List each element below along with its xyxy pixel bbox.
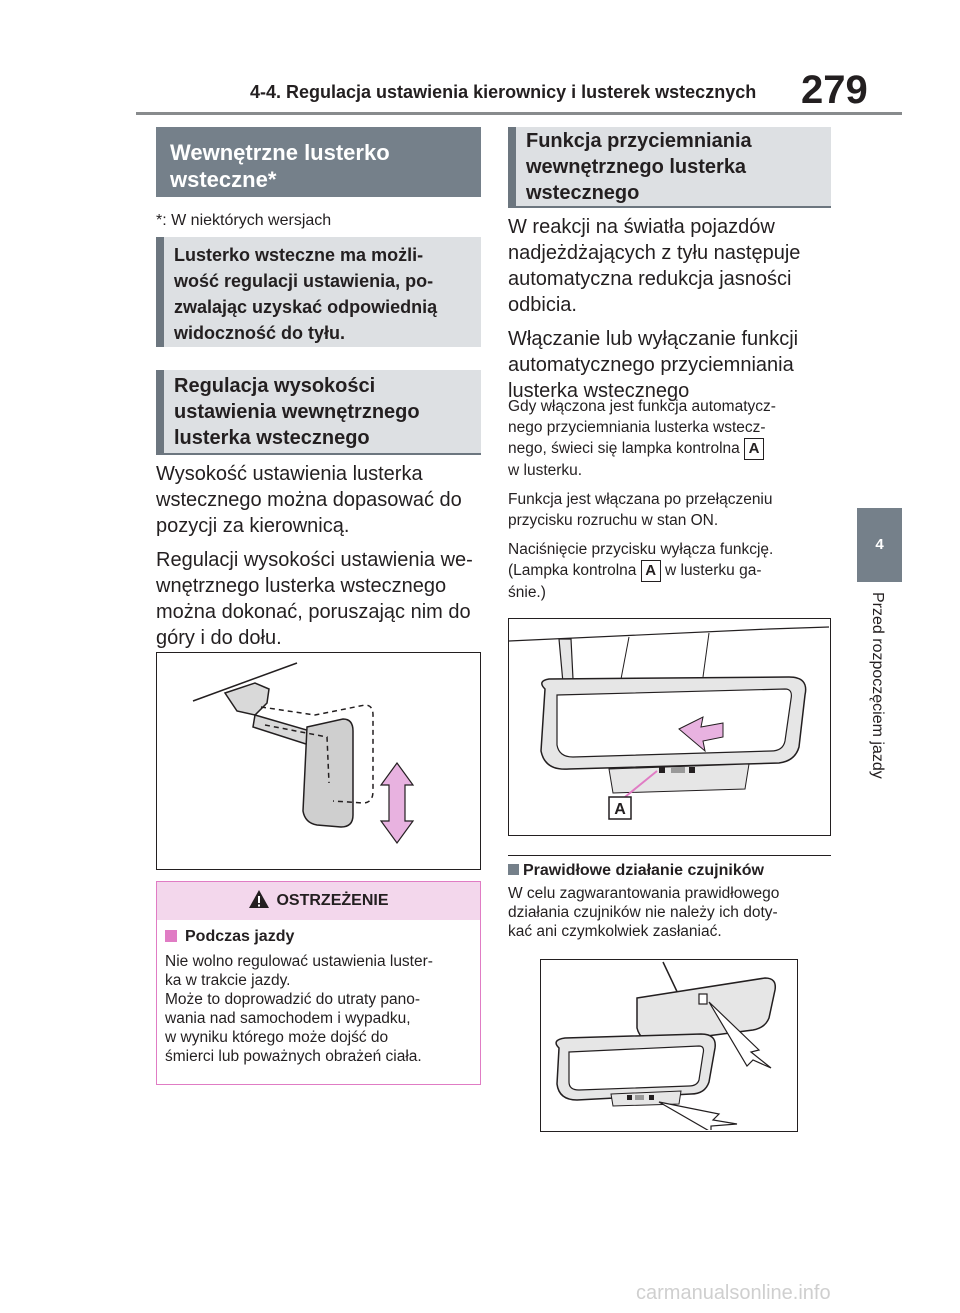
warning-subheading-text: Podczas jazdy [185,928,295,945]
summary-line: zwalając uzyskać odpowiednią [174,297,438,317]
warning-subheading [165,928,472,946]
text-line: pozycji za kierownicą. [156,515,350,537]
subheading-line: lusterka wstecznego [174,427,370,449]
subheading-line: Regulacja wysokości [174,375,376,397]
warning-header [157,882,480,920]
footnote: *: W niektórych wersjach [156,212,332,229]
dimming-mirror-drawing [509,619,829,834]
text-line: lusterka wstecznego [508,380,690,402]
sensor-locations-illustration [540,959,798,1132]
header-divider [136,112,902,115]
subheading-line: ustawienia wewnętrznego [174,401,420,423]
paragraph [508,326,838,404]
text-line: kać ani czymkolwiek zasłaniać. [508,923,722,940]
text-line [508,438,838,460]
note [508,539,838,603]
bullet-square-icon [165,930,177,942]
section-title-inner-mirror [156,127,481,197]
warning-body [157,920,480,1066]
section-title-line: wstecznego [526,182,640,204]
dimming-notes [508,396,838,611]
watermark: carmanualsonline.info [636,1282,831,1304]
dimming-mirror-illustration [508,618,831,836]
paragraph [156,461,486,539]
callout-a-label: A [614,801,626,818]
text-span: w lusterku ga- [660,562,762,580]
text-line: Naciśnięcie przycisku wyłącza funkcję. [508,541,774,558]
text-line: Wysokość ustawienia lusterka [156,463,423,485]
summary-line: widoczność do tyłu. [174,323,346,343]
mirror-height-drawing [157,653,479,868]
text-line: góry i do dołu. [156,627,282,649]
text-line: nadjeżdżających z tyłu następuje [508,242,801,264]
text-span: nego, świeci się lampka kontrolna [508,440,745,458]
sensor-text [508,884,838,941]
text-line [508,560,838,582]
text-line: W reakcji na światła pojazdów [508,216,775,238]
text-line: Włączanie lub wyłączanie funkcji [508,328,799,350]
text-line: ka w trakcie jazdy. [165,972,291,989]
warning-heading: OSTRZEŻENIE [276,892,389,909]
height-adjust-text [156,461,486,659]
section-title-line: wsteczne* [170,167,277,192]
text-line: śnie.) [508,584,546,601]
mirror-height-illustration [156,652,481,870]
summary-line: wość regulacji ustawienia, po- [174,271,434,291]
divider [508,855,831,856]
section-title-line: Wewnętrzne lusterko [170,140,390,165]
summary-box [156,237,481,347]
indicator-a-label: A [641,560,661,582]
running-header: 4-4. Regulacja ustawienia kierownicy i lusterek wstecznych [250,82,757,102]
text-line: automatyczna redukcja jasności [508,268,792,290]
paragraph [156,547,486,651]
text-line: odbicia. [508,294,577,316]
text-line: Regulacji wysokości ustawienia we- [156,549,473,571]
text-line: automatycznego przyciemniania [508,354,794,376]
paragraph [508,214,838,318]
text-line: przycisku rozruchu w stan ON. [508,512,719,529]
warning-box [156,881,481,1085]
text-line: wstecznego można dopasować do [156,489,462,511]
note [508,396,838,481]
text-line: W celu zagwarantowania prawidłowego [508,885,780,902]
section-title-line: wewnętrznego lusterka [526,156,747,178]
text-line: wnętrznego lusterka wstecznego [156,575,447,597]
text-line: można dokonać, poruszając nim do [156,601,471,623]
sensor-heading [508,862,764,880]
warning-triangle-icon [248,889,270,909]
text-line: Nie wolno regulować ustawienia luster- [165,953,433,970]
summary-line: Lusterko wsteczne ma możli- [174,245,424,265]
text-span: (Lampka kontrolna [508,562,641,580]
section-title-line: Funkcja przyciemniania [526,130,752,152]
text-line: śmierci lub poważnych obrażeń ciała. [165,1048,422,1065]
text-line: nego przyciemniania lusterka wstecz- [508,419,766,436]
sensor-locations-drawing [541,960,796,1130]
note [508,489,838,531]
dimming-text [508,214,838,412]
page-number: 279 [801,68,868,112]
text-line: działania czujników nie należy ich doty- [508,904,778,921]
text-line: w lusterku. [508,462,583,479]
warning-text [165,952,472,1066]
chapter-tab-label: Przed rozpoczęciem jazdy [869,592,886,779]
chapter-tab[interactable]: 4 [857,508,902,582]
text-line: Gdy włączona jest funkcja automatycz- [508,398,776,415]
section-title-dimming [508,127,831,208]
bullet-square-icon [508,864,519,875]
sensor-heading-text: Prawidłowe działanie czujników [523,862,764,879]
indicator-a-label: A [744,438,764,460]
subheading-height-adjust [156,370,481,455]
text-line: Funkcja jest włączana po przełączeniu [508,491,773,508]
text-line: wania nad samochodem i wypadku, [165,1010,411,1027]
text-line: Może to doprowadzić do utraty pano- [165,991,421,1008]
text-line: w wyniku którego może dojść do [165,1029,389,1046]
